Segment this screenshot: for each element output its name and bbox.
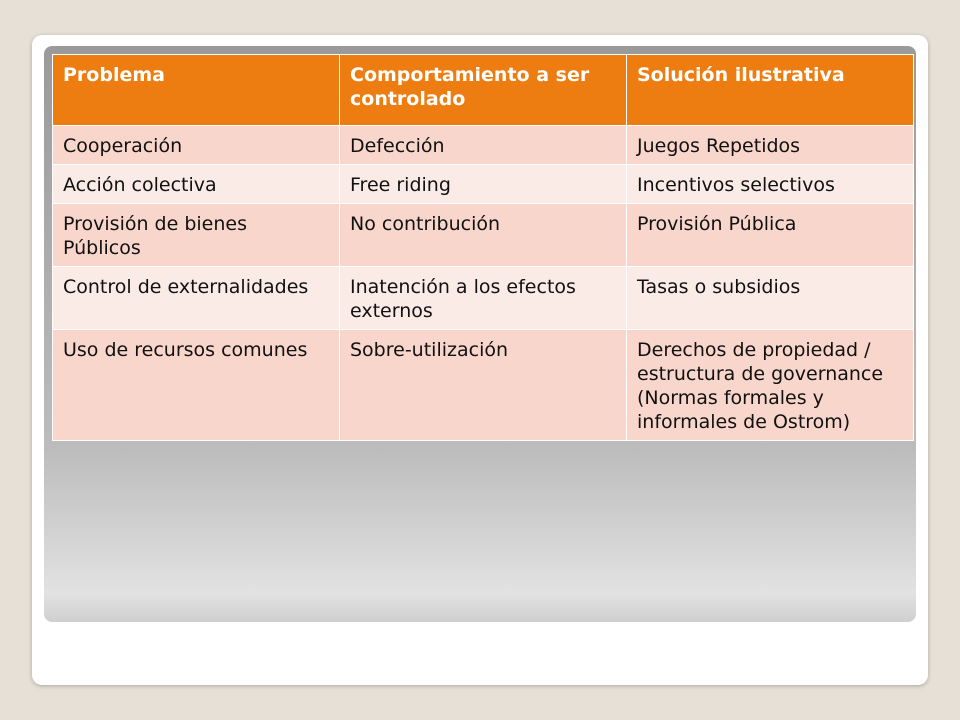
table-cell: Tasas o subsidios bbox=[627, 267, 914, 330]
table-cell: Juegos Repetidos bbox=[627, 126, 914, 165]
table-cell-solution-last bbox=[627, 330, 914, 441]
table-cell: Cooperación bbox=[53, 126, 340, 165]
table-cell: Incentivos selectivos bbox=[627, 165, 914, 204]
table-cell: Defección bbox=[340, 126, 627, 165]
table-row bbox=[53, 204, 914, 267]
solution-text: Derechos de propiedad / estructura de governance bbox=[637, 339, 884, 385]
table-row bbox=[53, 126, 914, 165]
table-cell: Control de externalidades bbox=[53, 267, 340, 330]
table-cell: Provisión de bienes Públicos bbox=[53, 204, 340, 267]
table-cell: Provisión Pública bbox=[627, 204, 914, 267]
table-cell: No contribución bbox=[340, 204, 627, 267]
table-cell: Acción colectiva bbox=[53, 165, 340, 204]
comparison-table bbox=[52, 54, 914, 441]
header-problema: Problema bbox=[53, 55, 340, 126]
table-cell: Uso de recursos comunes bbox=[53, 330, 340, 441]
table-cell: Sobre-utilización bbox=[340, 330, 627, 441]
table-header-row bbox=[53, 55, 914, 126]
table-cell: Free riding bbox=[340, 165, 627, 204]
table-row bbox=[53, 267, 914, 330]
solution-note: (Normas formales y informales de Ostrom) bbox=[637, 387, 851, 433]
table-cell: Inatención a los efectos externos bbox=[340, 267, 627, 330]
table-row bbox=[53, 165, 914, 204]
header-solucion: Solución ilustrativa bbox=[627, 55, 914, 126]
header-comportamiento: Comportamiento a ser controlado bbox=[340, 55, 627, 126]
table-row bbox=[53, 330, 914, 441]
